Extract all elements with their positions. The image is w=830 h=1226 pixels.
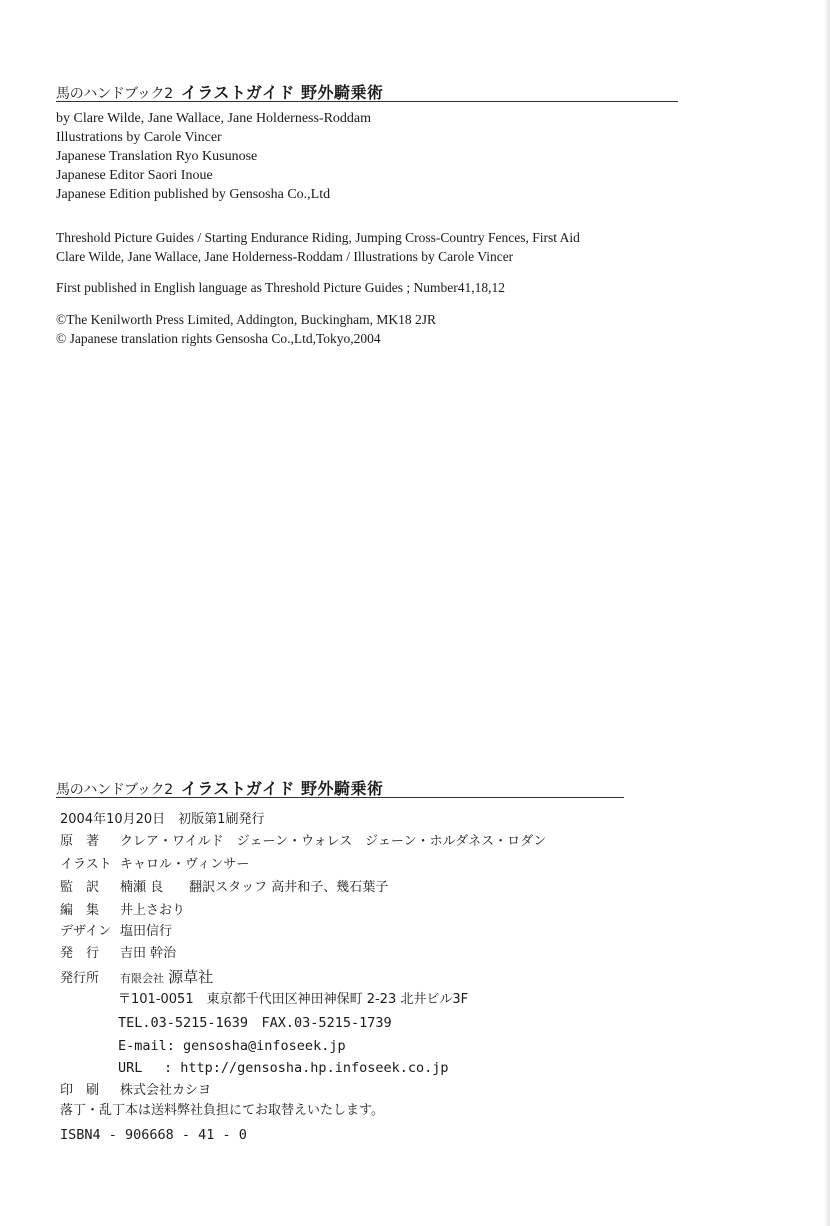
original-title-line: Threshold Picture Guides / Starting Endurance Riding, Jumping Cross-Country Fences, First Aid	[56, 230, 580, 245]
printer-value: 株式会社カシヨ	[120, 1083, 212, 1098]
illustrator-row	[60, 855, 249, 875]
editor-value: 井上さおり	[120, 903, 186, 918]
url: URL : http://gensosha.hp.infoseek.co.jp	[118, 1060, 449, 1076]
copyright-line: © Japanese translation rights Gensosha Co.,Ltd,Tokyo,2004	[56, 331, 381, 346]
credit-line: Japanese Edition published by Gensosha Co.,Ltd	[56, 187, 331, 202]
isbn: ISBN4 - 906668 - 41 - 0	[60, 1127, 247, 1143]
illustrator-label: イラスト	[60, 857, 112, 872]
bottom-title	[56, 776, 383, 799]
issuer-label: 発 行	[60, 946, 100, 961]
design-row	[60, 922, 172, 942]
credits-block	[56, 109, 371, 204]
email: E-mail: gensosha@infoseek.jp	[118, 1038, 346, 1054]
title-rule	[56, 797, 624, 798]
illustrator-value: キャロル・ヴィンサー	[120, 857, 250, 872]
author-value: クレア・ワイルド ジェーン・ウォレス ジェーン・ホルダネス・ロダン	[120, 834, 547, 849]
issuer-value: 吉田 幹治	[120, 946, 177, 961]
editor-row	[60, 901, 185, 921]
credit-line: Japanese Translation Ryo Kusunose	[56, 149, 258, 164]
author-label: 原 著	[60, 834, 100, 849]
replacement-notice: 落丁・乱丁本は送料弊社負担にてお取替えいたします。	[60, 1103, 384, 1118]
printer-row	[60, 1081, 211, 1101]
original-title-block	[56, 228, 580, 266]
author-row	[60, 832, 546, 852]
copyright-block	[56, 310, 436, 348]
printer-label: 印 刷	[60, 1083, 100, 1098]
first-published: First published in English language as Threshold Picture Guides ; Number41,18,12	[56, 280, 505, 295]
credit-line: by Clare Wilde, Jane Wallace, Jane Holderness-Roddam	[56, 111, 372, 126]
series-name: 馬のハンドブック2	[56, 86, 173, 102]
tel-fax: TEL.03-5215-1639 FAX.03-5215-1739	[118, 1015, 392, 1031]
top-title	[56, 80, 383, 103]
series-name: 馬のハンドブック2	[56, 782, 173, 798]
credit-line: Japanese Editor Saori Inoue	[56, 168, 213, 183]
supervisor-row	[60, 878, 388, 898]
book-title: イラストガイド 野外騎乗術	[180, 779, 384, 798]
supervisor-label: 監 訳	[60, 880, 100, 895]
address: 〒101-0051 東京都千代田区神田神保町 2-23 北井ビル3F	[118, 992, 469, 1007]
copyright-line: ©The Kenilworth Press Limited, Addington, Buckingham, MK18 2JR	[56, 312, 436, 327]
publisher-prefix: 有限会社	[120, 972, 164, 985]
title-rule	[56, 101, 678, 102]
original-title-line: Clare Wilde, Jane Wallace, Jane Holderness-Roddam / Illustrations by Carole Vincer	[56, 249, 514, 264]
publisher-label: 発行所	[60, 971, 100, 986]
editor-label: 編 集	[60, 903, 100, 918]
design-label: デザイン	[60, 924, 112, 939]
credit-line: Illustrations by Carole Vincer	[56, 130, 222, 145]
publisher-name: 源草社	[168, 968, 214, 986]
design-value: 塩田信行	[120, 924, 173, 939]
book-title: イラストガイド 野外騎乗術	[180, 83, 384, 102]
supervisor-value: 楠瀬 良 翻訳スタッフ 高井和子、幾石葉子	[120, 880, 389, 895]
issue-date: 2004年10月20日 初版第1刷発行	[60, 812, 265, 827]
issuer-row	[60, 944, 176, 964]
publisher-row	[60, 967, 213, 987]
page-edge-shadow	[824, 0, 830, 1226]
